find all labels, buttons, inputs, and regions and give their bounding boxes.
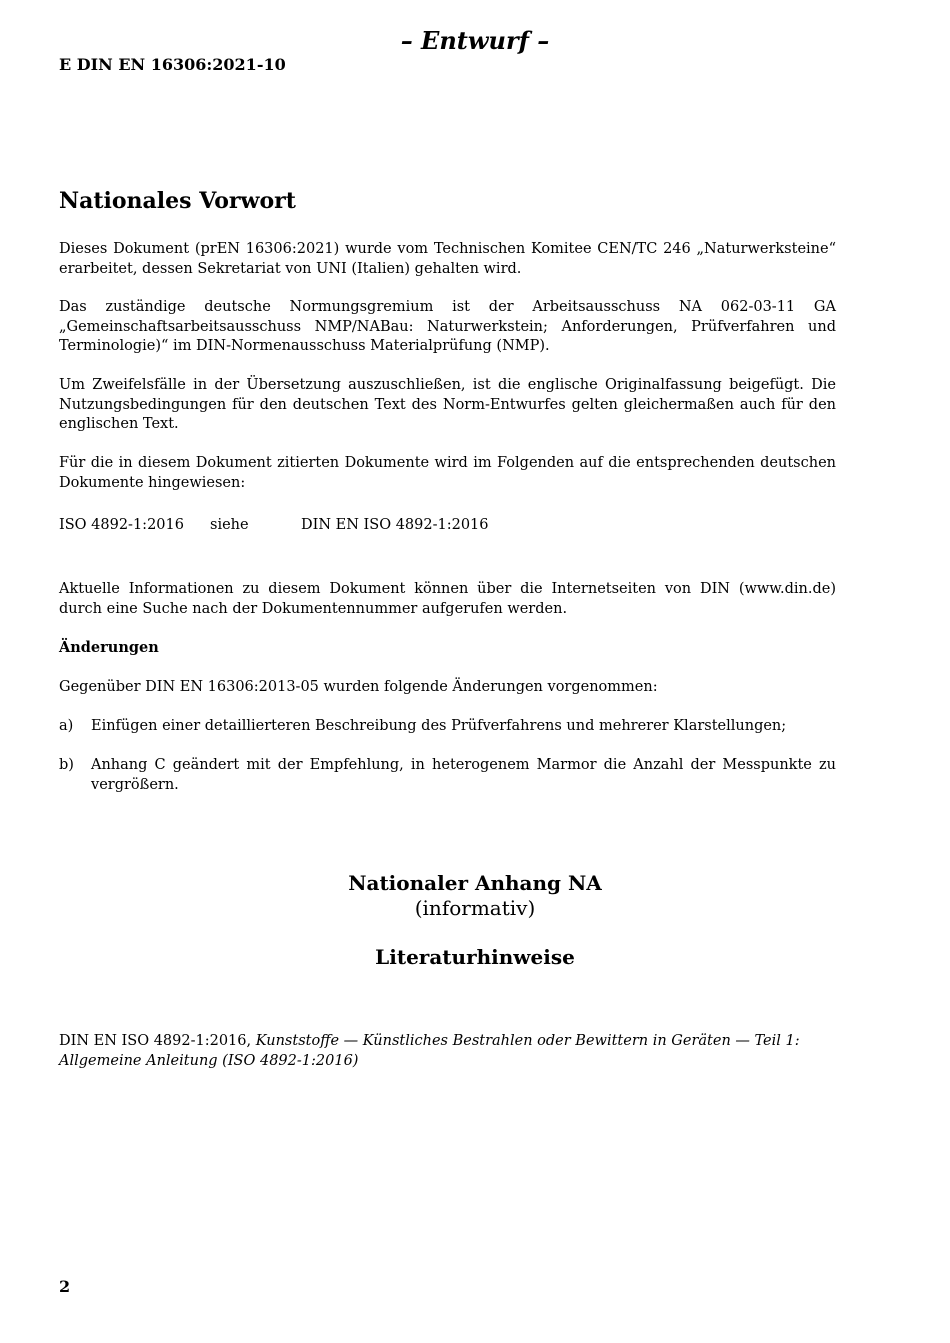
foreword-paragraph-1: Dieses Dokument (prEN 16306:2021) wurde vom Technischen Komitee CEN/TC 246 „Naturwerksteine“ erarbeitet, dessen Sekretariat von UNI (Italien) gehalten wird.	[59, 241, 836, 277]
list-marker: b)	[59, 757, 74, 773]
bibliography-reference: DIN EN ISO 4892-1:2016,	[59, 1033, 252, 1049]
foreword-paragraph-5: Aktuelle Informationen zu diesem Dokument können über die Internetseiten von DIN (www.din.de) durch eine Suche nach der Dokumentennummer aufgerufen werden.	[59, 581, 836, 617]
section-title-national-foreword: Nationales Vorwort	[59, 188, 296, 214]
foreword-paragraph-4: Für die in diesem Dokument zitierten Dokumente wird im Folgenden auf die entsprechenden deutschen Dokumente hingewiesen:	[59, 455, 836, 491]
list-item-text: Anhang C geändert mit der Empfehlung, in heterogenem Marmor die Anzahl der Messpunkte zu vergrößern.	[91, 757, 836, 793]
literature-title: Literaturhinweise	[375, 945, 575, 969]
changes-intro: Gegenüber DIN EN 16306:2013-05 wurden folgende Änderungen vorgenommen:	[59, 679, 658, 695]
bibliography-entry	[59, 1031, 836, 1071]
page-number: 2	[59, 1277, 71, 1296]
foreword-paragraph-3: Um Zweifelsfälle in der Übersetzung auszuschließen, ist die englische Originalfassung beigefügt. Die Nutzungsbedingungen für den deutschen Text des Norm-Entwurfes gelten gleichermaßen auch für den englischen Text.	[59, 377, 836, 432]
annex-subtitle: (informativ)	[414, 896, 536, 920]
bibliography-title: Kunststoffe — Künstliches Bestrahlen oder Bewittern in Geräten — Teil 1: Allgemeine Anleitung (ISO 4892-1:2016)	[59, 1033, 800, 1069]
reference-see: siehe	[210, 517, 249, 533]
annex-title: Nationaler Anhang NA	[348, 871, 602, 895]
reference-din: DIN EN ISO 4892-1:2016	[301, 517, 489, 533]
reference-row	[0, 517, 950, 539]
document-number: E DIN EN 16306:2021-10	[59, 55, 286, 74]
changes-heading: Änderungen	[59, 639, 159, 656]
draft-label: – Entwurf –	[400, 26, 550, 55]
reference-iso: ISO 4892-1:2016	[59, 517, 184, 533]
list-marker: a)	[59, 718, 74, 734]
changes-list-item	[59, 717, 836, 737]
changes-list-item	[59, 756, 836, 795]
foreword-paragraph-2: Das zuständige deutsche Normungsgremium ist der Arbeitsausschuss NA 062-03-11 GA „Gemeinschaftsarbeitsausschuss NMP/NABau: Naturwerkstein; Anforderungen, Prüfverfahren und Terminologie)“ im DIN-Normenausschuss Materialprüfung (NMP).	[59, 299, 836, 354]
list-item-text: Einfügen einer detaillierteren Beschreibung des Prüfverfahrens und mehrerer Klarstellungen;	[91, 718, 787, 734]
